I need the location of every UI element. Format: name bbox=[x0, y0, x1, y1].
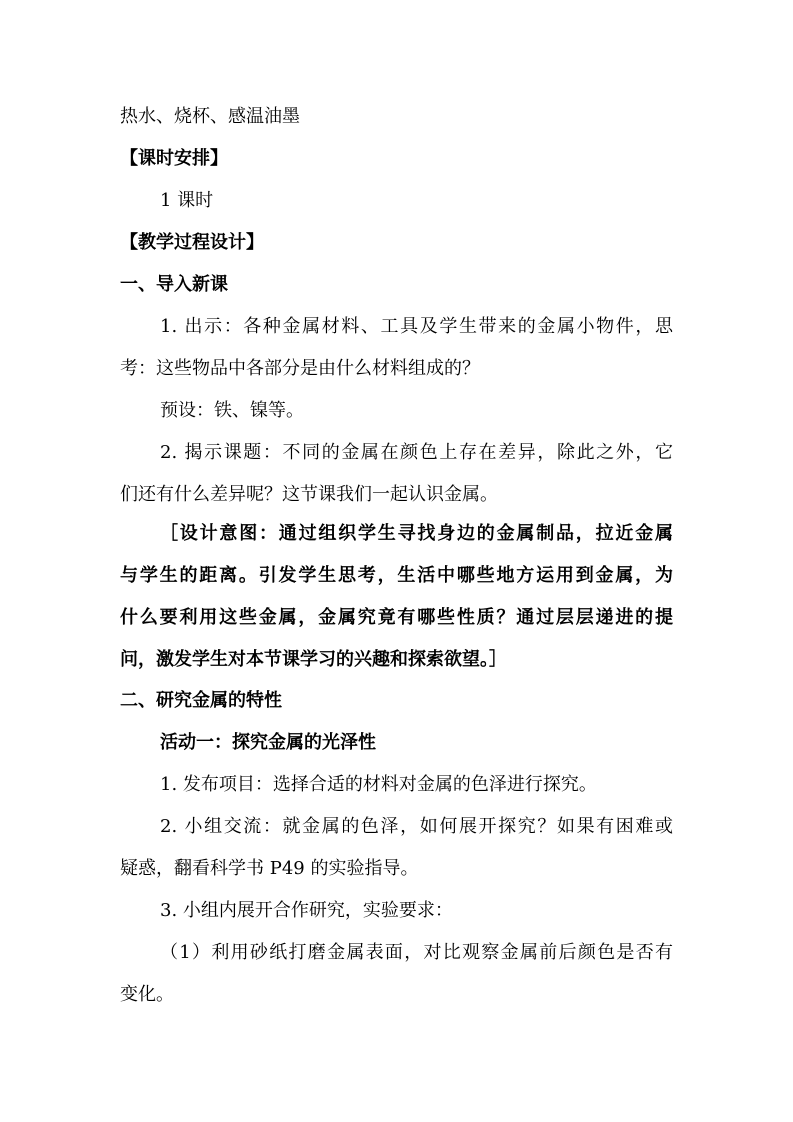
section2-heading: 二、研究金属的特性 bbox=[120, 690, 282, 711]
s1-paragraph1-line1: 1. 出示：各种金属材料、工具及学生带来的金属小物件，思 bbox=[160, 316, 673, 337]
design-intent-line4: 问，激发学生对本节课学习的兴趣和探索欲望。］ bbox=[120, 649, 507, 670]
s1-preset: 预设：铁、镍等。 bbox=[160, 400, 304, 421]
section1-heading: 一、导入新课 bbox=[120, 274, 228, 295]
activity1-heading: 活动一：探究金属的光泽性 bbox=[160, 732, 376, 753]
materials-line: 热水、烧杯、感温油墨 bbox=[120, 106, 300, 127]
a1-paragraph3: 3. 小组内展开合作研究，实验要求： bbox=[160, 900, 453, 921]
design-intent-line3: 什么要利用这些金属，金属究竟有哪些性质？通过层层递进的提 bbox=[120, 607, 673, 628]
process-heading: 【教学过程设计】 bbox=[120, 232, 264, 253]
a1-paragraph1: 1. 发布项目：选择合适的材料对金属的色泽进行探究。 bbox=[160, 774, 597, 795]
a1-paragraph2-line1: 2. 小组交流：就金属的色泽，如何展开探究？如果有困难或 bbox=[160, 816, 673, 837]
design-intent-line1: ［设计意图：通过组织学生寻找身边的金属制品，拉近金属 bbox=[160, 523, 673, 544]
schedule-value: 1 课时 bbox=[160, 190, 214, 211]
design-intent-line2: 与学生的距离。引发学生思考，生活中哪些地方运用到金属，为 bbox=[120, 565, 673, 586]
a1-paragraph2-line2: 疑惑，翻看科学书 P49 的实验指导。 bbox=[120, 858, 419, 879]
schedule-heading: 【课时安排】 bbox=[120, 148, 228, 169]
s1-paragraph2-line1: 2. 揭示课题：不同的金属在颜色上存在差异，除此之外，它 bbox=[160, 442, 673, 463]
s1-paragraph2-line2: 们还有什么差异呢？这节课我们一起认识金属。 bbox=[120, 484, 498, 505]
a1-requirement1-line2: 变化。 bbox=[120, 984, 174, 1005]
s1-paragraph1-line2: 考：这些物品中各部分是由什么材料组成的？ bbox=[120, 358, 480, 379]
a1-requirement1-line1: （1）利用砂纸打磨金属表面，对比观察金属前后颜色是否有 bbox=[160, 942, 673, 963]
